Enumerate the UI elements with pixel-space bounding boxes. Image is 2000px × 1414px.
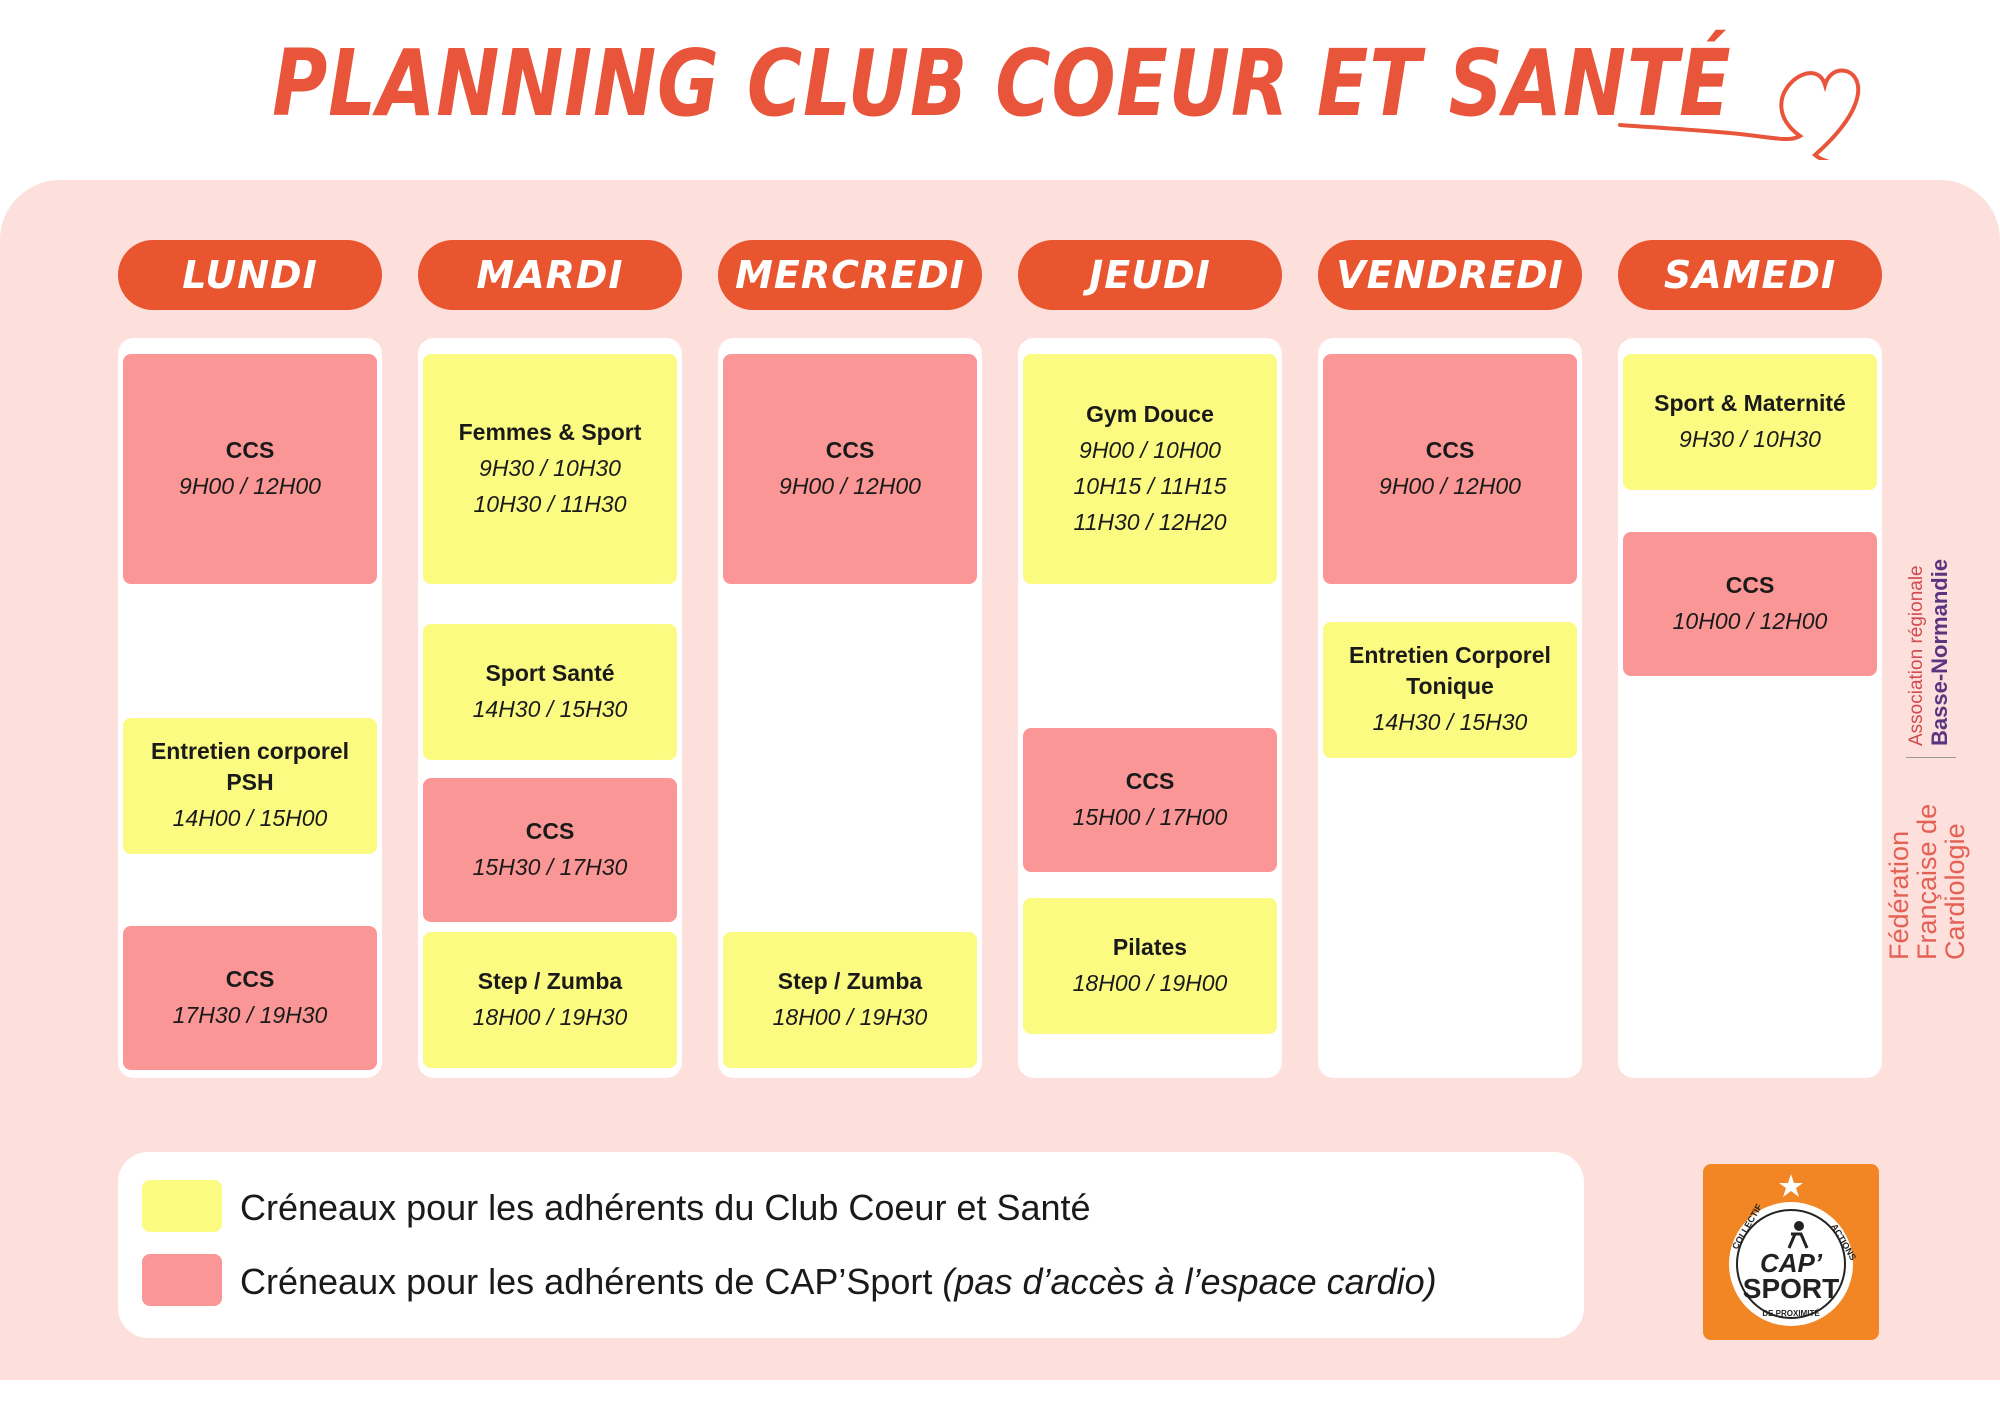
slot-activity-name: CCS (825, 436, 875, 463)
day-column-jeudi (1018, 338, 1282, 1078)
slot-time: 18H00 / 19H00 (1072, 969, 1228, 996)
cap-main-top: CAP’ (1759, 1248, 1823, 1278)
ffc-association: Association régionale (1906, 565, 1927, 746)
ffc-region: Basse-Normandie (1927, 558, 1952, 746)
ffc-name-line3: Cardiologie (1940, 823, 1970, 960)
schedule-slot (1023, 898, 1277, 1034)
schedule-slot (123, 926, 377, 1070)
slot-time: 9H00 / 10H00 (1079, 436, 1221, 463)
slot-time: 18H00 / 19H30 (472, 1003, 628, 1030)
schedule-slot (1023, 354, 1277, 584)
slot-activity-name: Entretien corporel PSH (150, 738, 350, 795)
schedule-slot (423, 778, 677, 922)
slot-activity-name: Entretien Corporel Tonique (1349, 642, 1551, 699)
schedule-slot (123, 354, 377, 584)
ffc-separator (1906, 757, 1956, 758)
day-header-vendredi: VENDREDI (1318, 240, 1582, 310)
ffc-text (1860, 500, 1990, 960)
page-title: PLANNING CLUB COEUR ET SANTÉ (272, 30, 1732, 137)
schedule-slot (1023, 728, 1277, 872)
cap-main-bottom: SPORT (1742, 1273, 1840, 1304)
slot-time: 9H00 / 12H00 (1379, 472, 1521, 499)
slot-time: 9H00 / 12H00 (179, 472, 321, 499)
legend-text-capsport: Créneaux pour les adhérents de CAP’Sport (240, 1261, 933, 1302)
schedule-slot (1623, 354, 1877, 490)
legend-note-capsport: (pas d’accès à l’espace cardio) (942, 1261, 1437, 1302)
schedule-slot (1323, 622, 1577, 758)
legend-text-club: Créneaux pour les adhérents du Club Coeur et Santé (240, 1187, 1091, 1228)
slot-time: 11H30 / 12H20 (1073, 508, 1227, 535)
schedule-slot (423, 624, 677, 760)
day-header-mercredi: MERCREDI (718, 240, 982, 310)
cap-sport-emblem (1703, 1164, 1879, 1340)
day-header-lundi: LUNDI (118, 240, 382, 310)
schedule-slot (1623, 532, 1877, 676)
day-header-mardi: MARDI (418, 240, 682, 310)
slot-time: 10H30 / 11H30 (473, 490, 627, 517)
ffc-logo (1860, 500, 1990, 960)
slot-time: 14H30 / 15H30 (472, 695, 628, 722)
ffc-name-line2: Française de (1912, 803, 1942, 960)
day-column-lundi (118, 338, 382, 1078)
cap-ring-right: ACTIONS (1829, 1222, 1859, 1263)
schedule-slot (1323, 354, 1577, 584)
schedule-slot (423, 354, 677, 584)
schedule-slot (423, 932, 677, 1068)
slot-time: 17H30 / 19H30 (172, 1001, 328, 1028)
slot-activity-name: Sport & Maternité (1654, 389, 1846, 416)
schedule-slot (723, 354, 977, 584)
day-header-samedi: SAMEDI (1618, 240, 1882, 310)
slot-activity-name: CCS (1725, 571, 1775, 598)
slot-activity-name: CCS (525, 817, 575, 844)
slot-activity-name: Sport Santé (485, 659, 615, 686)
cap-ring-bottom: DE PROXIMITÉ (1762, 1309, 1820, 1318)
slot-time: 14H30 / 15H30 (1372, 709, 1528, 735)
day-column-mercredi (718, 338, 982, 1078)
slot-activity-name: Femmes & Sport (458, 418, 642, 445)
slot-time: 14H00 / 15H00 (172, 805, 328, 831)
slot-time: 9H00 / 12H00 (779, 472, 921, 499)
day-header-jeudi: JEUDI (1018, 240, 1282, 310)
legend-swatch-club (142, 1180, 222, 1232)
slot-activity-name: Pilates (1112, 933, 1188, 960)
slot-time: 15H00 / 17H00 (1072, 803, 1228, 830)
slot-activity-name: Step / Zumba (477, 967, 623, 994)
slot-time: 15H30 / 17H30 (472, 853, 628, 880)
day-column-samedi (1618, 338, 1882, 1078)
cap-ring-left: COLLECTIF (1730, 1202, 1764, 1251)
slot-activity-name: Gym Douce (1086, 400, 1214, 427)
heart-swirl-icon (1600, 30, 1940, 160)
legend-text-capsport-row (240, 1261, 1437, 1302)
legend (118, 1152, 1584, 1338)
slot-time: 9H30 / 10H30 (1679, 425, 1821, 452)
slot-activity-name: Step / Zumba (777, 967, 923, 994)
schedule-slot (123, 718, 377, 854)
slot-time: 18H00 / 19H30 (772, 1003, 928, 1030)
slot-activity-name: CCS (225, 965, 275, 992)
day-column-vendredi (1318, 338, 1582, 1078)
schedule-slot (723, 932, 977, 1068)
slot-activity-name: CCS (1125, 767, 1175, 794)
cap-sport-logo (1703, 1164, 1879, 1340)
slot-time: 10H00 / 12H00 (1672, 607, 1828, 634)
slot-activity-name: CCS (1425, 436, 1475, 463)
legend-swatch-capsport (142, 1254, 222, 1306)
slot-time: 9H30 / 10H30 (479, 454, 621, 481)
ffc-name-line1: Fédération (1884, 830, 1914, 960)
slot-activity-name: CCS (225, 436, 275, 463)
slot-time: 10H15 / 11H15 (1073, 472, 1227, 499)
day-column-mardi (418, 338, 682, 1078)
